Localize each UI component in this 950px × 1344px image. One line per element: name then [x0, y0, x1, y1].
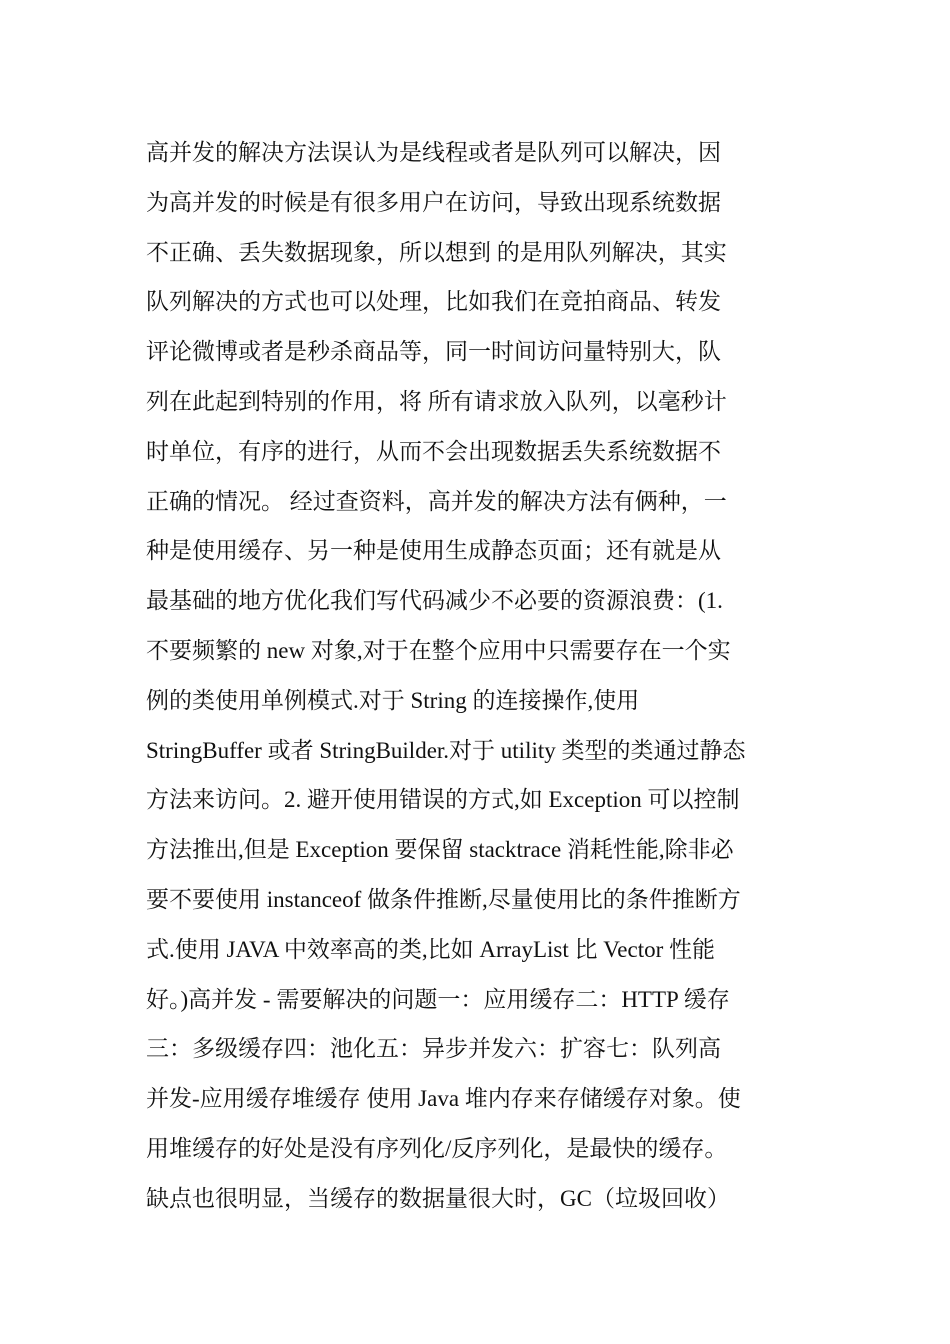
text-line-13: StringBuffer 或者 StringBuilder.对于 utility 类型的类通过静态 [146, 737, 746, 763]
text-line-9: 种是使用缓存、另一种是使用生成静态页面；还有就是从 [146, 538, 721, 564]
text-line-12: 例的类使用单例模式.对于 String 的连接操作,使用 [146, 687, 640, 713]
text-line-21: 用堆缓存的好处是没有序列化/反序列化，是最快的缓存。 [146, 1135, 728, 1161]
text-line-1: 高并发的解决方法误认为是线程或者是队列可以解决，因 [146, 140, 721, 165]
text-line-3: 不正确、丢失数据现象，所以想到 的是用队列解决，其实 [146, 239, 727, 265]
text-line-6: 列在此起到特别的作用，将 所有请求放入队列，以毫秒计 [146, 388, 727, 414]
text-line-4: 队列解决的方式也可以处理，比如我们在竞拍商品、转发 [146, 289, 721, 315]
text-line-2: 为高并发的时候是有很多用户在访问，导致出现系统数据 [146, 189, 721, 215]
text-line-20: 并发-应用缓存堆缓存 使用 Java 堆内存来存储缓存对象。使 [146, 1086, 741, 1112]
text-line-19: 三：多级缓存四：池化五：异步并发六：扩容七：队列高 [146, 1036, 721, 1062]
text-line-10: 最基础的地方优化我们写代码减少不必要的资源浪费：(1. [146, 588, 723, 614]
text-line-15: 方法推出,但是 Exception 要保留 stacktrace 消耗性能,除非必 [146, 837, 734, 863]
text-line-11: 不要频繁的 new 对象,对于在整个应用中只需要存在一个实 [146, 637, 731, 663]
text-line-5: 评论微博或者是秒杀商品等，同一时间访问量特别大，队 [146, 339, 721, 365]
text-line-22: 缺点也很明显，当缓存的数据量很大时，GC（垃圾回收） [146, 1185, 730, 1211]
text-line-7: 时单位，有序的进行，从而不会出现数据丢失系统数据不 [146, 438, 721, 464]
text-line-14: 方法来访问。2. 避开使用错误的方式,如 Exception 可以控制 [146, 787, 740, 813]
text-line-18: 好。)高并发 - 需要解决的问题一：应用缓存二：HTTP 缓存 [146, 986, 730, 1012]
text-line-8: 正确的情况。 经过查资料，高并发的解决方法有俩种，一 [146, 488, 727, 514]
text-line-17: 式.使用 JAVA 中效率高的类,比如 ArrayList 比 Vector 性能 [146, 936, 716, 962]
body-paragraph [146, 128, 826, 1224]
text-line-16: 要不要使用 instanceof 做条件推断,尽量使用比的条件推断方 [146, 886, 741, 912]
